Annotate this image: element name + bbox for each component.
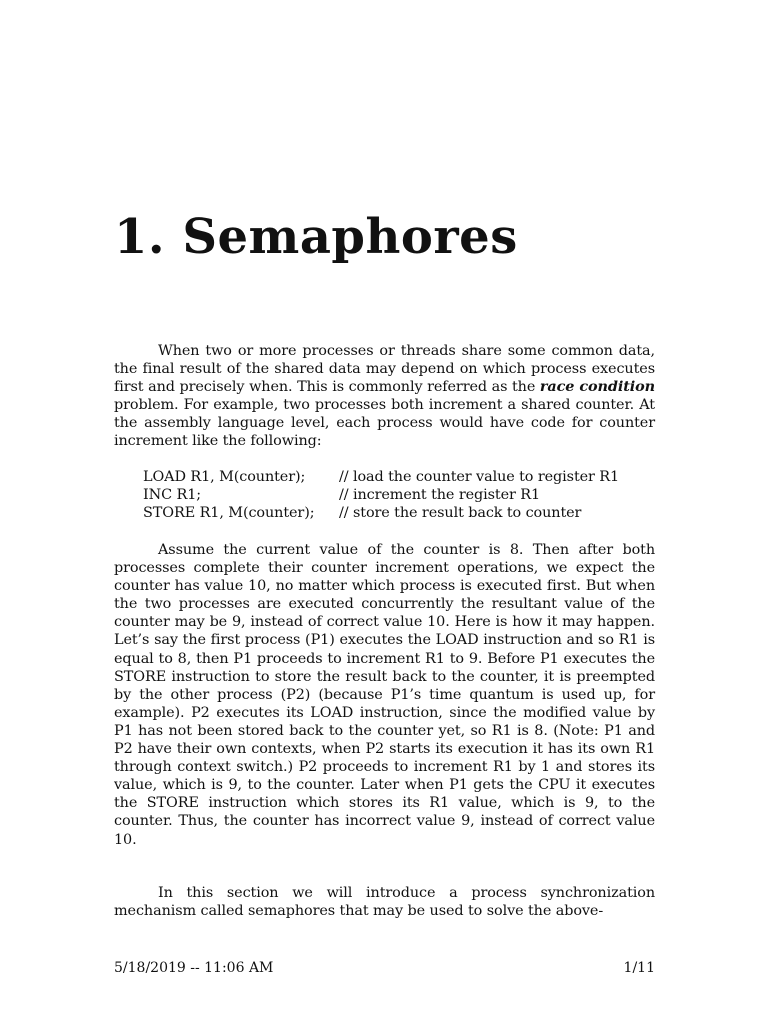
code-comment: // load the counter value to register R1: [339, 469, 620, 485]
code-instruction: STORE R1, M(counter);: [143, 505, 315, 522]
section-title: 1. Semaphores: [114, 209, 518, 265]
intro-text-end: problem. For example, two processes both increment a shared counter. At the assembly language level, each process would have code for counter increment like the following:: [114, 397, 655, 450]
code-instruction: INC R1;: [143, 487, 202, 504]
code-line: [143, 468, 619, 486]
race-example-text: Assume the current value of the counter is 8. Then after both processes complete their counter increment operations, we expect the counter has value 10, no matter which process is executed first. But when the two processes are executed concurrently the resultant value of the counter may be 9, instead of correct value 10. Here is how it may happen. Let’s say the first process (P1) executes the LOAD instruction and so R1 is equal to 8, then P1 proceeds to increment R1 to 9. Before P1 executes the STORE instruction to store the result back to the counter, it is preempted by the other process (P2) (because P1’s time quantum is used up, for example). P2 executes its LOAD instruction, since the modified value by P1 has not been stored back to the counter yet, so R1 is 8. (Note: P1 and P2 have their own contexts, when P2 starts its execution it has its own R1 through context switch.) P2 proceeds to increment R1 by 1 and stores its value, which is 9, to the counter. Later when P1 gets the CPU it executes the STORE instruction which stores its R1 value, which is 9, to the counter. Thus, the counter has incorrect value 9, instead of correct value 10.: [114, 542, 655, 848]
code-instruction: LOAD R1, M(counter);: [143, 469, 306, 485]
assembly-code-block: [143, 468, 619, 523]
code-line: [143, 504, 619, 522]
intro-paragraph-text: [114, 342, 655, 451]
intro-paragraph: [114, 342, 655, 451]
race-condition-term: race condition: [539, 378, 655, 396]
code-line: [143, 486, 619, 504]
footer-datetime: 5/18/2019 -- 11:06 AM: [114, 960, 274, 976]
footer-page-number: 1/11: [623, 960, 655, 976]
section-intro-text: In this section we will introduce a process synchronization mechanism called semaphores that may be used to solve the above-: [114, 885, 655, 920]
code-comment: // increment the register R1: [339, 487, 541, 504]
code-comment: // store the result back to counter: [339, 505, 582, 522]
page-footer: [114, 959, 655, 977]
race-example-paragraph: [114, 541, 655, 849]
section-intro-paragraph: [114, 884, 655, 920]
intro-text-start: When two or more processes or threads share some common data, the final result of the shared data may depend on which process executes first and precisely when. This is commonly referred as the: [114, 343, 655, 396]
